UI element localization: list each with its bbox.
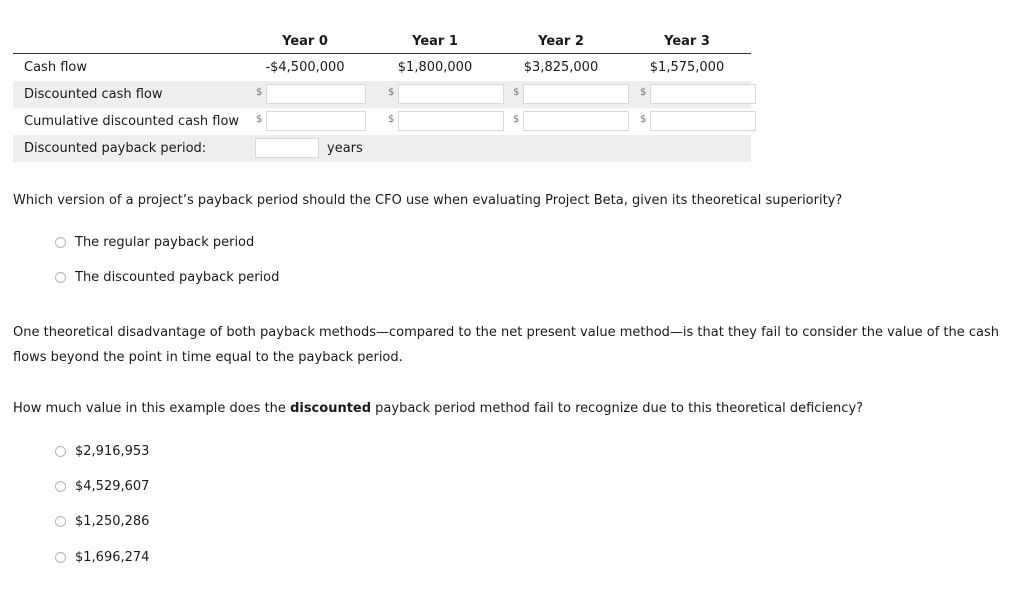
q2-option-4[interactable] (55, 549, 149, 565)
row-discounted-payback-period (13, 135, 751, 162)
cumulative-year-3-input[interactable] (640, 111, 756, 131)
header-year-0: Year 0 (282, 34, 328, 49)
row-discounted-cash-flow (13, 81, 751, 108)
cash-flow-table (13, 30, 751, 162)
row-cash-flow (13, 54, 751, 81)
q2-option-1[interactable] (55, 443, 149, 459)
dcf-year-1-input[interactable] (388, 84, 504, 104)
row-label: Cash flow (24, 60, 87, 75)
currency-symbol: $ (640, 87, 647, 98)
q1-option-discounted[interactable] (55, 269, 279, 285)
option-label: $4,529,607 (75, 478, 150, 494)
question-2 (13, 396, 863, 421)
cumulative-year-1-input[interactable] (388, 111, 504, 131)
payback-years-input[interactable] (255, 138, 319, 158)
radio-button[interactable] (55, 552, 66, 563)
currency-symbol: $ (388, 87, 395, 98)
dcf-year-0-input[interactable] (256, 84, 366, 104)
cash-flow-year-1: $1,800,000 (397, 60, 473, 75)
cash-flow-year-2: $3,825,000 (523, 60, 599, 75)
info-paragraph (13, 320, 999, 370)
cumulative-year-0-input[interactable] (256, 111, 366, 131)
q2-option-3[interactable] (55, 513, 149, 529)
radio-button[interactable] (55, 446, 66, 457)
currency-symbol: $ (513, 87, 520, 98)
option-label: The regular payback period (75, 234, 255, 250)
option-label: The discounted payback period (75, 269, 280, 285)
option-label: $2,916,953 (75, 443, 150, 459)
q2-text-bold: discounted (290, 401, 372, 416)
option-label: $1,250,286 (75, 513, 150, 529)
row-cumulative-discounted-cash-flow (13, 108, 751, 135)
cumulative-year-2-input[interactable] (513, 111, 629, 131)
q2-option-2[interactable] (55, 478, 149, 494)
q2-text-pre: How much value in this example does the (13, 401, 291, 416)
currency-symbol: $ (388, 114, 395, 125)
row-label: Cumulative discounted cash flow (24, 114, 240, 129)
years-label: years (327, 141, 363, 156)
option-label: $1,696,274 (75, 549, 150, 565)
header-year-2: Year 2 (538, 34, 584, 49)
currency-symbol: $ (640, 114, 647, 125)
row-label: Discounted payback period: (24, 141, 207, 156)
header-year-1: Year 1 (412, 34, 458, 49)
table-header (13, 30, 751, 54)
dcf-year-2-input[interactable] (513, 84, 629, 104)
info-line-1: One theoretical disadvantage of both payback methods—compared to the net present value method—is that they fail to consider the value of the cash (13, 325, 1000, 340)
cash-flow-year-0: -$4,500,000 (265, 60, 345, 75)
info-line-2: flows beyond the point in time equal to the payback period. (13, 350, 403, 365)
currency-symbol: $ (513, 114, 520, 125)
radio-button[interactable] (55, 516, 66, 527)
question-1: Which version of a project’s payback period should the CFO use when evaluating Project Beta, given its theoretical superiority? (13, 193, 843, 208)
q1-option-regular[interactable] (55, 234, 254, 250)
currency-symbol: $ (256, 87, 263, 98)
radio-button[interactable] (55, 272, 66, 283)
cash-flow-year-3: $1,575,000 (649, 60, 725, 75)
q2-text-post: payback period method fail to recognize due to this theoretical deficiency? (371, 401, 864, 416)
radio-button[interactable] (55, 237, 66, 248)
radio-button[interactable] (55, 481, 66, 492)
currency-symbol: $ (256, 114, 263, 125)
row-label: Discounted cash flow (24, 87, 163, 102)
dcf-year-3-input[interactable] (640, 84, 756, 104)
header-year-3: Year 3 (664, 34, 710, 49)
